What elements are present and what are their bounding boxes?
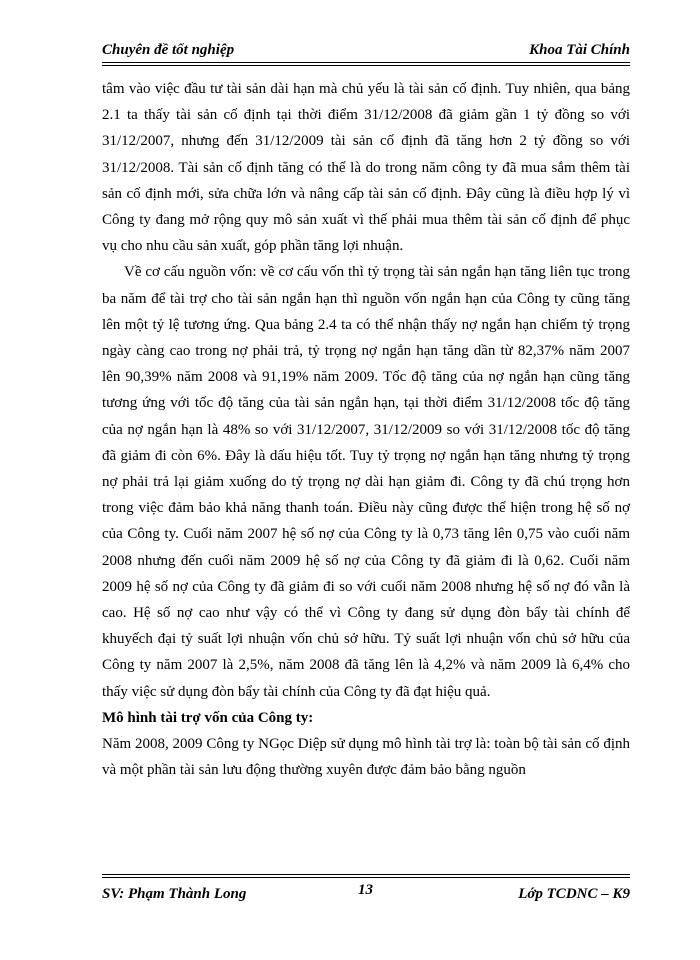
header-right-title: Khoa Tài Chính: [529, 42, 630, 58]
page-footer: [102, 874, 630, 908]
footer-class-name: Lớp TCDNC – K9: [518, 886, 630, 902]
paragraph-capital-structure: Về cơ cấu nguồn vốn: về cơ cấu vốn thì tỷ trọng tài sản ngắn hạn tăng liên tục trong ba năm để tài trợ cho tài sản ngắn hạn thì nguồn vốn ngắn hạn của Công ty cũng tăng lên một tỷ lệ tương ứng. Qua bảng 2.4 ta có thể nhận thấy nợ ngắn hạn chiếm tỷ trọng ngày càng cao trong nợ phải trả, tỷ trọng nợ ngắn hạn tăng dần từ 82,37% năm 2007 lên 90,39% năm 2008 và 91,19% năm 2009. Tốc độ tăng của nợ ngắn hạn cũng tăng tương ứng với tốc độ tăng của tài sản ngắn hạn, tại thời điểm 31/12/2008 tốc độ tăng của nợ ngắn hạn là 48% so với 31/12/2007, 31/12/2009 so với 31/12/2008 tốc độ tăng đã giảm đi còn 6%. Đây là dấu hiệu tốt. Tuy tỷ trọng nợ ngắn hạn tăng nhưng tỷ trọng nợ phải trả lại giảm xuống do tỷ trọng nợ dài hạn giảm đi. Công ty đã chú trọng hơn trong việc đảm bảo khả năng thanh toán. Điều này cũng được thể hiện trong hệ số nợ của Công ty. Cuối năm 2007 hệ số nợ của Công ty là 0,73 tăng lên 0,75 vào cuối năm 2008 nhưng đến cuối năm 2009 hệ số nợ của Công ty đã giảm đi là 0,62. Cuối năm 2009 hệ số nợ của Công ty đã giảm đi so với cuối năm 2008 nhưng hệ số nợ đó vẫn là cao. Hệ số nợ cao như vậy có thể vì Công ty đang sử dụng đòn bẩy tài chính để khuyếch đại tỷ suất lợi nhuận vốn chủ sở hữu. Tỷ suất lợi nhuận vốn chủ sở hữu của Công ty năm 2007 là 2,5%, năm 2008 đã tăng lên là 4,2% và năm 2009 là 6,4% cho thấy việc sử dụng đòn bẩy tài chính của Công ty đã đạt hiệu quả.: [102, 264, 630, 700]
page-header: [102, 40, 630, 66]
document-body: [102, 76, 630, 783]
paragraph-fixed-assets: tâm vào việc đầu tư tài sản dài hạn mà chủ yếu là tài sản cố định. Tuy nhiên, qua bảng 2.1 ta thấy tài sản cố định tại thời điểm 31/12/2008 đã giảm gần 1 tỷ đồng so với 31/12/2007, nhưng đến 31/12/2009 tài sản cố định đã tăng hơn 2 tỷ đồng so với 31/12/2008. Tài sản cố định tăng có thể là do trong năm công ty đã mua sắm thêm tài sản cố định mới, sửa chữa lớn và nâng cấp tài sản cố định. Đây cũng là điều hợp lý vì Công ty đang mở rộng quy mô sản xuất vì thế phải mua thêm tài sản cố định để phục vụ cho nhu cầu sản xuất, góp phần tăng lợi nhuận.: [102, 81, 630, 255]
section-heading: Mô hình tài trợ vốn của Công ty:: [102, 709, 314, 726]
footer-page-number: 13: [358, 882, 373, 898]
footer-student-name: SV: Phạm Thành Long: [102, 886, 247, 902]
paragraph-financing-model: Năm 2008, 2009 Công ty NGọc Diệp sử dụng mô hình tài trợ là: toàn bộ tài sản cố định và một phần tài sản lưu động thường xuyên được đảm bảo bằng nguồn: [102, 736, 630, 779]
header-left-title: Chuyên đề tốt nghiệp: [102, 42, 235, 58]
